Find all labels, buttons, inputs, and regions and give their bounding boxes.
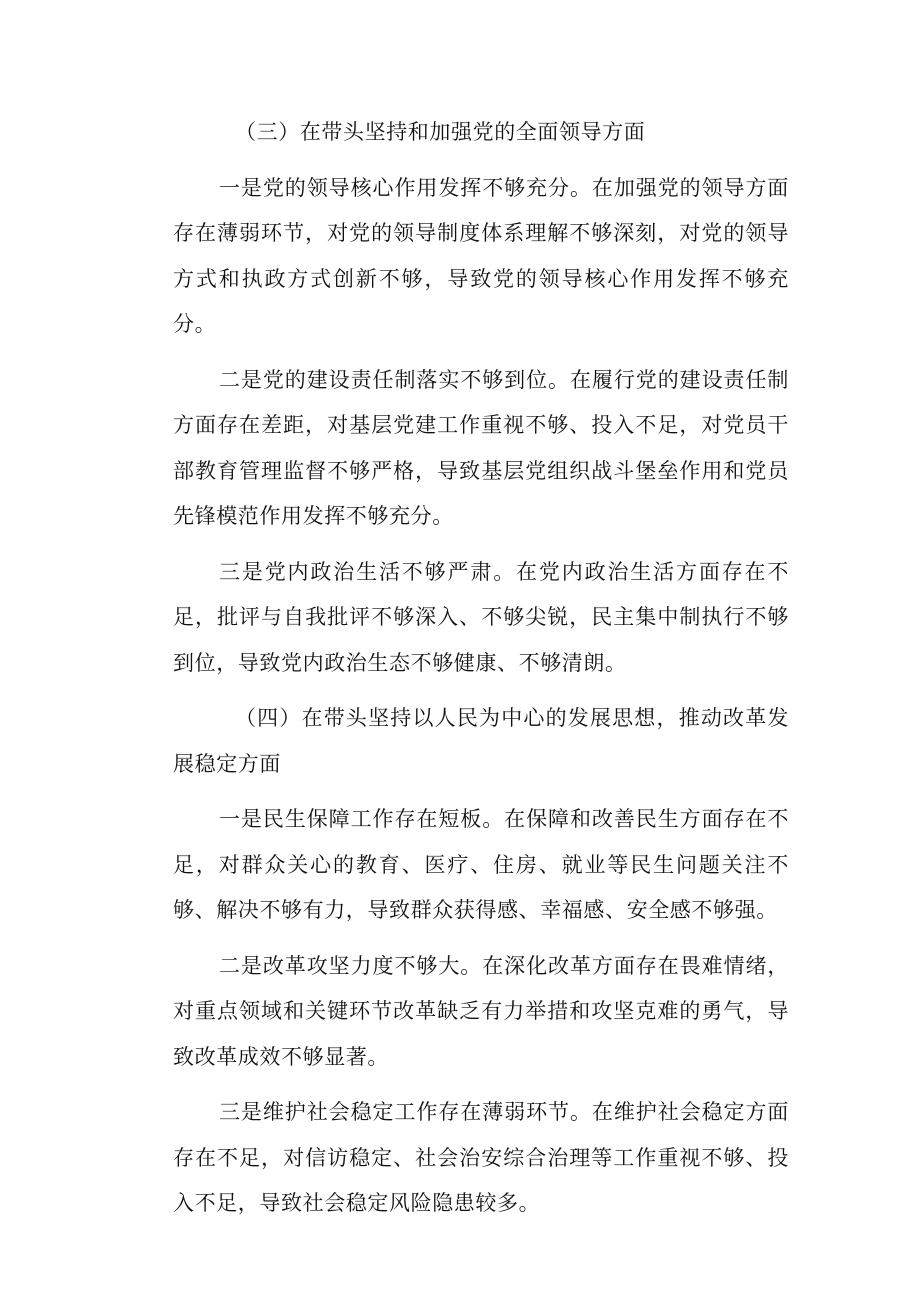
paragraph: 三是党内政治生活不够严肃。在党内政治生活方面存在不足，批评与自我批评不够深入、不够尖锐，民主集中制执行不够到位，导致党内政治生态不够健康、不够清朗。 <box>173 559 789 675</box>
section-heading: （三）在带头坚持和加强党的全面领导方面 <box>235 120 646 144</box>
document-body <box>173 110 789 1237</box>
paragraph: 一是党的领导核心作用发挥不够充分。在加强党的领导方面存在薄弱环节，对党的领导制度体系理解不够深刻，对党的领导方式和执政方式创新不够，导致党的领导核心作用发挥不够充分。 <box>173 175 789 336</box>
section-heading: （四）在带头坚持以人民为中心的发展思想，推动改革发展稳定方面 <box>173 706 789 776</box>
paragraph: 三是维护社会稳定工作存在薄弱环节。在维护社会稳定方面存在不足，对信访稳定、社会治安综合治理等工作重视不够、投入不足，导致社会稳定风险隐患较多。 <box>173 1100 789 1215</box>
paragraph: 一是民生保障工作存在短板。在保障和改善民生方面存在不足，对群众关心的教育、医疗、住房、就业等民生问题关注不够、解决不够有力，导致群众获得感、幸福感、安全感不够强。 <box>173 807 789 922</box>
paragraph: 二是改革攻坚力度不够大。在深化改革方面存在畏难情绪，对重点领域和关键环节改革缺乏有力举措和攻坚克难的勇气，导致改革成效不够显著。 <box>173 953 789 1069</box>
paragraph: 二是党的建设责任制落实不够到位。在履行党的建设责任制方面存在差距，对基层党建工作重视不够、投入不足，对党员干部教育管理监督不够严格，导致基层党组织战斗堡垒作用和党员先锋模范作用发挥不够充分。 <box>173 367 789 528</box>
